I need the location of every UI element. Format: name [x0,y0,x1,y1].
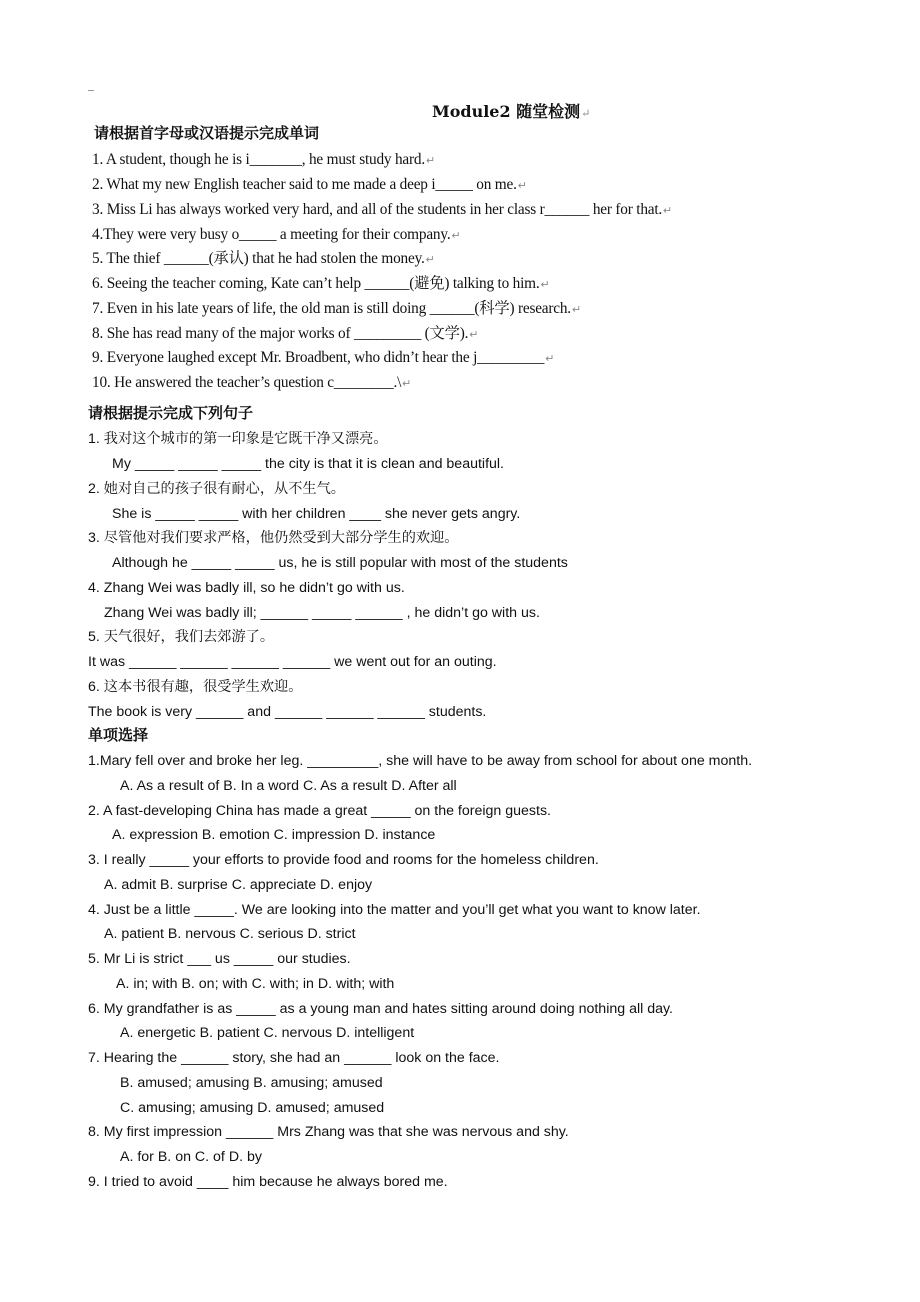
question-options: C. amusing; amusing D. amused; amused [120,1100,385,1116]
section-heading-word-completion: 请根据首字母或汉语提示完成单词 [94,126,320,142]
paragraph-mark-icon: ↵ [581,107,591,120]
sentence-prompt: 1. 我对这个城市的第一印象是它既干净又漂亮。 [88,431,388,447]
sentence-prompt: 4. Zhang Wei was badly ill, so he didn’t go with us. [88,580,405,596]
sentence-prompt: 5. 天气很好，我们去郊游了。 [88,629,275,645]
title-text: Module2 随堂检测 [432,102,581,121]
paragraph-mark-icon: ↵ [663,205,673,217]
page-title [432,99,590,122]
sentence-answer: My _____ _____ _____ the city is that it is clean and beautiful. [112,456,504,472]
question-stem: 6. My grandfather is as _____ as a young man and hates sitting around doing nothing all day. [88,1001,673,1017]
paragraph-mark-icon: ↵ [571,304,581,316]
exercise-item [92,150,435,171]
item-text: 1. A student, though he is i_______, he must study hard. [92,151,425,168]
sentence-answer: Although he _____ _____ us, he is still popular with most of the students [112,555,568,571]
sentence-answer: The book is very ______ and ______ ______ ______ students. [88,704,487,720]
item-text: 9. Everyone laughed except Mr. Broadbent, who didn’t hear the j_________ [92,349,545,366]
question-stem: 9. I tried to avoid ____ him because he always bored me. [88,1174,448,1190]
paragraph-mark-icon: ↵ [517,180,527,192]
question-options: A. expression B. emotion C. impression D. instance [112,827,436,843]
question-stem: 4. Just be a little _____. We are looking into the matter and you’ll get what you want to know later. [88,902,701,918]
exercise-item [92,249,435,270]
section-heading-multiple-choice: 单项选择 [88,727,149,744]
paragraph-mark-icon: ↵ [425,254,435,266]
sentence-prompt: 3. 尽管他对我们要求严格，他仍然受到大部分学生的欢迎。 [88,530,459,546]
item-text: 2. What my new English teacher said to me made a deep i_____ on me. [92,176,517,193]
question-stem: 8. My first impression ______ Mrs Zhang was that she was nervous and shy. [88,1124,569,1140]
item-text: 8. She has read many of the major works of _________ (文学). [92,325,469,342]
paragraph-mark-icon: ↵ [469,329,479,341]
paragraph-mark-icon: ↵ [402,378,412,390]
sentence-prompt: 6. 这本书很有趣，很受学生欢迎。 [88,679,303,695]
question-stem: 1.Mary fell over and broke her leg. _________, she will have to be away from school for about one month. [88,753,753,769]
question-stem: 5. Mr Li is strict ___ us _____ our studies. [88,951,351,967]
paragraph-mark-icon: ↵ [451,230,461,242]
question-stem: 3. I really _____ your efforts to provide food and rooms for the homeless children. [88,852,599,868]
sentence-answer: She is _____ _____ with her children ____ she never gets angry. [112,506,521,522]
question-options: A. energetic B. patient C. nervous D. intelligent [120,1025,415,1041]
question-options: A. patient B. nervous C. serious D. strict [104,926,356,942]
item-text: 6. Seeing the teacher coming, Kate can’t help ______(避免) talking to him. [92,275,540,292]
exercise-item [92,348,554,369]
page-corner-mark [88,90,94,91]
exercise-item [92,299,581,320]
question-stem: 7. Hearing the ______ story, she had an ______ look on the face. [88,1050,500,1066]
question-options: A. for B. on C. of D. by [120,1149,262,1165]
exercise-item [92,225,460,246]
question-options: A. admit B. surprise C. appreciate D. enjoy [104,877,373,893]
sentence-answer: Zhang Wei was badly ill; ______ _____ ______ , he didn’t go with us. [104,605,540,621]
item-text: 10. He answered the teacher’s question c________.\ [92,374,402,391]
exercise-item [92,175,527,196]
exercise-item [92,373,411,394]
item-text: 3. Miss Li has always worked very hard, and all of the students in her class r______ her for that. [92,201,663,218]
question-stem: 2. A fast-developing China has made a great _____ on the foreign guests. [88,803,551,819]
exercise-item [92,200,672,221]
item-text: 7. Even in his late years of life, the old man is still doing ______(科学) research. [92,300,571,317]
question-options: A. As a result of B. In a word C. As a result D. After all [120,778,457,794]
item-text: 4.They were very busy o_____ a meeting for their company. [92,226,451,243]
sentence-answer: It was ______ ______ ______ ______ we went out for an outing. [88,654,497,670]
question-options: B. amused; amusing B. amusing; amused [120,1075,383,1091]
exercise-item [92,324,478,345]
question-options: A. in; with B. on; with C. with; in D. with; with [116,976,395,992]
item-text: 5. The thief ______(承认) that he had stolen the money. [92,250,425,267]
paragraph-mark-icon: ↵ [540,279,550,291]
paragraph-mark-icon: ↵ [545,353,555,365]
exercise-item [92,274,550,295]
sentence-prompt: 2. 她对自己的孩子很有耐心，从不生气。 [88,481,345,497]
paragraph-mark-icon: ↵ [425,155,436,167]
section-heading-sentence-completion: 请根据提示完成下列句子 [88,405,254,422]
